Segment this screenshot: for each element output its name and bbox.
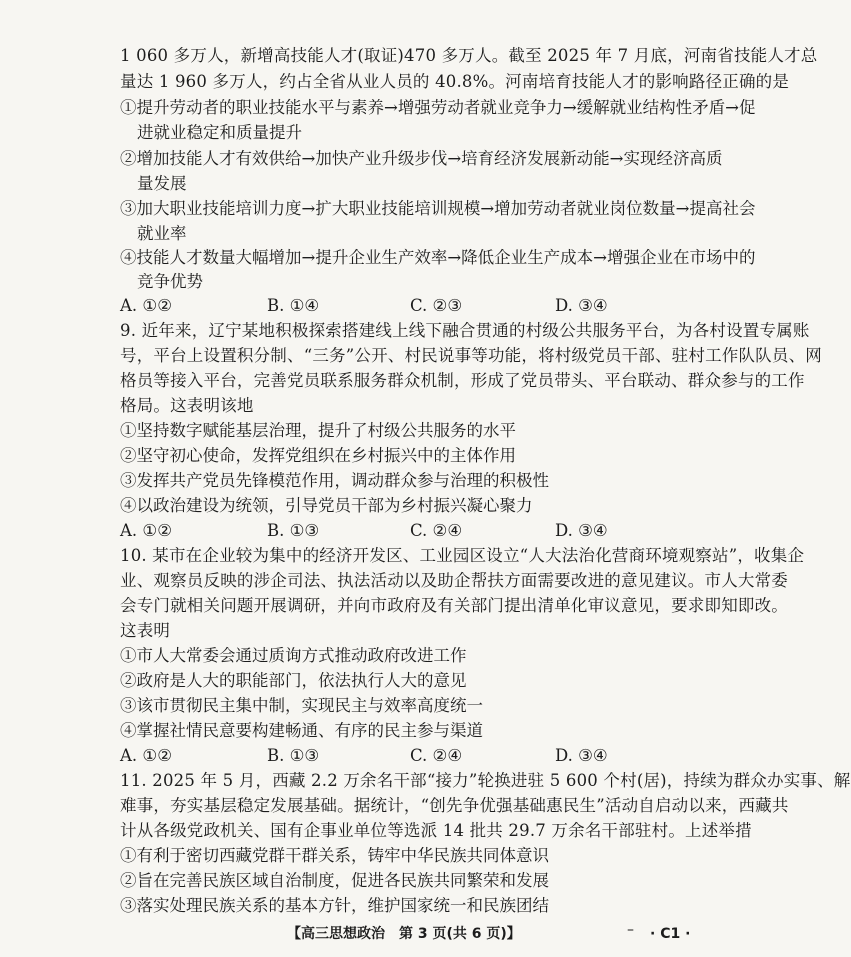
q8-option-1: ①提升劳动者的职业技能水平与素养→增强劳动者就业竞争力→缓解就业结构性矛盾→促 bbox=[120, 98, 756, 117]
q10-choice-b: B. ①③ bbox=[267, 746, 320, 765]
q8-option-2-cont: 量发展 bbox=[137, 174, 187, 193]
q8-option-3-cont: 就业率 bbox=[137, 224, 187, 243]
q8-option-4: ④技能人才数量大幅增加→提升企业生产效率→降低企业生产成本→增强企业在市场中的 bbox=[120, 248, 756, 267]
q10-option-4: ④掌握社情民意要构建畅通、有序的民主参与渠道 bbox=[120, 721, 483, 740]
q9-stem-line-1: 9. 近年来，辽宁某地积极探索搭建线上线下融合贯通的村级公共服务平台，为各村设置专属账 bbox=[120, 321, 810, 340]
q8-choice-c: C. ②③ bbox=[410, 296, 463, 315]
q8-option-2: ②增加技能人才有效供给→加快产业升级步伐→培育经济发展新动能→实现经济高质 bbox=[120, 149, 723, 168]
q9-choices bbox=[120, 519, 720, 543]
q10-stem-line-4: 这表明 bbox=[120, 621, 171, 640]
q9-choice-b: B. ①③ bbox=[267, 521, 320, 540]
footer-mark: – bbox=[627, 922, 634, 938]
q9-stem-line-2: 号，平台上设置积分制、“三务”公开、村民说事等功能，将村级党员干部、驻村工作队队员、网 bbox=[120, 346, 822, 365]
q11-stem-line-1: 11. 2025 年 5 月，西藏 2.2 万余名干部“接力”轮换进驻 5 600 个村(居)，持续为群众办实事、解 bbox=[120, 771, 851, 790]
q9-stem-line-3: 格员等接入平台，完善党员联系服务群众机制，形成了党员带头、平台联动、群众参与的工作 bbox=[120, 371, 805, 390]
q9-option-1: ①坚持数字赋能基层治理，提升了村级公共服务的水平 bbox=[120, 421, 516, 440]
q8-stem-line-1: 1 060 多万人，新增高技能人才(取证)470 多万人。截至 2025 年 7 月底，河南省技能人才总 bbox=[120, 46, 818, 65]
q10-option-1: ①市人大常委会通过质询方式推动政府改进工作 bbox=[120, 646, 467, 665]
q11-stem-line-3: 计从各级党政机关、国有企事业单位等选派 14 批共 29.7 万余名干部驻村。上述举措 bbox=[120, 821, 752, 840]
q10-choice-c: C. ②④ bbox=[410, 746, 463, 765]
q8-choice-b: B. ①④ bbox=[267, 296, 320, 315]
q9-option-3: ③发挥共产党员先锋模范作用，调动群众参与治理的积极性 bbox=[120, 471, 549, 490]
q8-choice-d: D. ③④ bbox=[555, 296, 608, 315]
q10-choice-d: D. ③④ bbox=[555, 746, 608, 765]
q9-choice-c: C. ②④ bbox=[410, 521, 463, 540]
q9-choice-a: A. ①② bbox=[120, 521, 172, 540]
q10-choices bbox=[120, 744, 720, 768]
q8-option-4-cont: 竞争优势 bbox=[137, 272, 203, 291]
q8-stem-line-2: 量达 1 960 多万人，约占全省从业人员的 40.8%。河南培育技能人才的影响路径正确的是 bbox=[120, 72, 790, 91]
q11-option-3: ③落实处理民族关系的基本方针，维护国家统一和民族团结 bbox=[120, 896, 549, 915]
q11-stem-line-2: 难事，夯实基层稳定发展基础。据统计，“创先争优强基础惠民生”活动自启动以来，西藏共 bbox=[120, 796, 789, 815]
q9-option-4: ④以政治建设为统领，引导党员干部为乡村振兴凝心聚力 bbox=[120, 496, 533, 515]
q9-option-2: ②坚守初心使命，发挥党组织在乡村振兴中的主体作用 bbox=[120, 446, 516, 465]
q9-choice-d: D. ③④ bbox=[555, 521, 608, 540]
q10-stem-line-3: 会专门就相关问题开展调研，并向市政府及有关部门提出清单化审议意见，要求即知即改。 bbox=[120, 596, 788, 615]
q8-choice-a: A. ①② bbox=[120, 296, 172, 315]
q11-option-2: ②旨在完善民族区域自治制度，促进各民族共同繁荣和发展 bbox=[120, 871, 549, 890]
q8-choices bbox=[120, 294, 720, 318]
q9-stem-line-4: 格局。这表明该地 bbox=[120, 396, 254, 415]
q8-option-1-cont: 进就业稳定和质量提升 bbox=[137, 123, 302, 142]
footer-page-info: 【高三思想政治 第 3 页(共 6 页)】 bbox=[287, 926, 521, 942]
q10-option-2: ②政府是人大的职能部门，依法执行人大的意见 bbox=[120, 671, 467, 690]
q10-option-3: ③该市贯彻民主集中制，实现民主与效率高度统一 bbox=[120, 696, 483, 715]
footer-code: · C1 · bbox=[650, 926, 691, 942]
q11-option-1: ①有利于密切西藏党群干群关系，铸牢中华民族共同体意识 bbox=[120, 846, 549, 865]
q8-option-3: ③加大职业技能培训力度→扩大职业技能培训规模→增加劳动者就业岗位数量→提高社会 bbox=[120, 199, 756, 218]
q10-stem-line-1: 10. 某市在企业较为集中的经济开发区、工业园区设立“人大法治化营商环境观察站”，收集企 bbox=[120, 546, 805, 565]
q10-choice-a: A. ①② bbox=[120, 746, 172, 765]
q10-stem-line-2: 业、观察员反映的涉企司法、执法活动以及助企帮扶方面需要改进的意见建议。市人大常委 bbox=[120, 571, 788, 590]
page-footer bbox=[0, 922, 800, 946]
